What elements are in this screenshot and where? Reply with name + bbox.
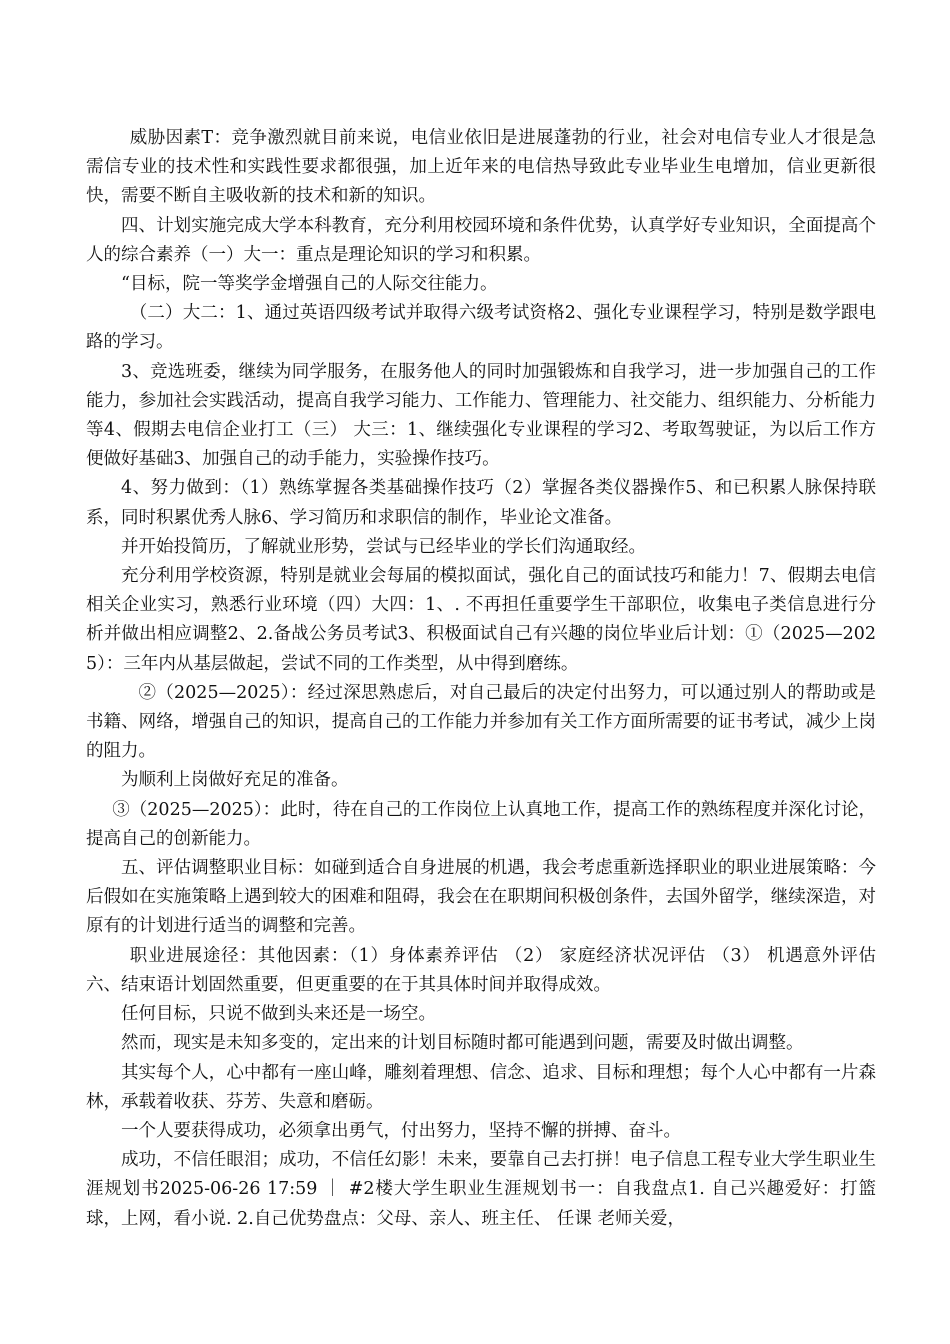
paragraph-class-committee: 3、竞选班委，继续为同学服务，在服务他人的同时加强锻炼和自我学习，进一步加强自己的工作能力，参加社会实践活动，提高自我学习能力、工作能力、管理能力、社交能力、组织能力、分析能力等4、假期去电信企业打工（三） 大三：1、继续强化专业课程的学习2、考取驾驶证，为以后工作方便做好基础3、加强自己的动手能力，实验操作技巧。: [86, 361, 876, 470]
paragraph-efforts: 4、努力做到：（1）熟练掌握各类基础操作技巧（2）掌握各类仪器操作5、和已积累人脉保持联系，同时积累优秀人脉6、学习简历和求职信的制作，毕业论文准备。: [86, 478, 876, 528]
paragraph-preparation: 为顺利上岗做好充足的准备。: [121, 770, 349, 791]
paragraph-courage: 一个人要获得成功，必须拿出勇气，付出努力，坚持不懈的拼搏、奋斗。: [121, 1120, 681, 1141]
paragraph-mountain: 其实每个人，心中都有一座山峰，雕刻着理想、信念、追求、目标和理想；每个人心中都有一片森林，承载着收获、芬芳、失意和磨砺。: [86, 1062, 876, 1112]
paragraph-resume: 并开始投简历，了解就业形势，尝试与已经毕业的学长们沟通取经。: [121, 536, 646, 557]
paragraph-evaluate-adjust: 五、评估调整职业目标：如碰到适合自身进展的机遇，我会考虑重新选择职业的职业进展策略：今后假如在实施策略上遇到较大的困难和阻碍，我会在在职期间积极创条件，去国外留学，继续深造，对原有的计划进行适当的调整和完善。: [86, 858, 876, 937]
paragraph-any-goal: 任何目标，只说不做到头来还是一场空。: [121, 1004, 436, 1025]
document-body: [86, 124, 876, 1234]
paragraph-sophomore: （二）大二：1、通过英语四级考试并取得六级考试资格2、强化专业课程学习，特别是数学跟电路的学习。: [86, 303, 876, 353]
paragraph-reality: 然而，现实是未知多变的，定出来的计划目标随时都可能遇到问题，需要及时做出调整。: [121, 1033, 804, 1054]
paragraph-threat-factors: 威胁因素T：竞争激烈就目前来说，电信业依旧是进展蓬勃的行业，社会对电信专业人才很是急需信专业的技术性和实践性要求都很强，加上近年来的电信热导致此专业毕业生电增加，信业更新很快，需要不断自主吸收新的技术和新的知识。: [86, 128, 876, 207]
paragraph-success: 成功，不信任眼泪；成功，不信任幻影！未来，要靠自己去打拼！电子信息工程专业大学生职业生涯规划书2025-06-26 17:59 ｜ #2楼大学生职业生涯规划书一：自我盘点1. 自己兴趣爱好：打篮球，上网，看小说. 2.自己优势盘点：父母、亲人、班主任、 任课 老师关爱，: [86, 1150, 876, 1229]
paragraph-freshman-goal: “目标，院一等奖学金增强自己的人际交往能力。: [121, 274, 498, 295]
paragraph-plan-two: ②（2025—2025）：经过深思熟虑后，对自己最后的决定付出努力，可以通过别人的帮助或是书籍、网络，增强自己的知识，提高自己的工作能力并参加有关工作方面所需要的证书考试，减少上岗的阻力。: [86, 682, 876, 762]
paragraph-plan-implementation: 四、计划实施完成大学本科教育，充分利用校园环境和条件优势，认真学好专业知识，全面提高个人的综合素养（一）大一：重点是理论知识的学习和积累。: [86, 215, 876, 265]
paragraph-school-resources: 充分利用学校资源，特别是就业会每届的模拟面试，强化自己的面试技巧和能力！7、假期去电信相关企业实习，熟悉行业环境（四）大四：1、. 不再担任重要学生干部职位，收集电子类信息进行分析并做出相应调整2、2.备战公务员考试3、积极面试自己有兴趣的岗位毕业后计划：①（2025—2025）：三年内从基层做起，尝试不同的工作类型，从中得到磨练。: [86, 566, 876, 674]
paragraph-career-path: 职业进展途径：其他因素：（1）身体素养评估 （2） 家庭经济状况评估 （3） 机遇意外评估六、结束语计划固然重要，但更重要的在于其具体时间并取得成效。: [86, 945, 876, 995]
paragraph-plan-three: ③（2025—2025）：此时，待在自己的工作岗位上认真地工作，提高工作的熟练程度并深化讨论，提高自己的创新能力。: [86, 799, 876, 849]
